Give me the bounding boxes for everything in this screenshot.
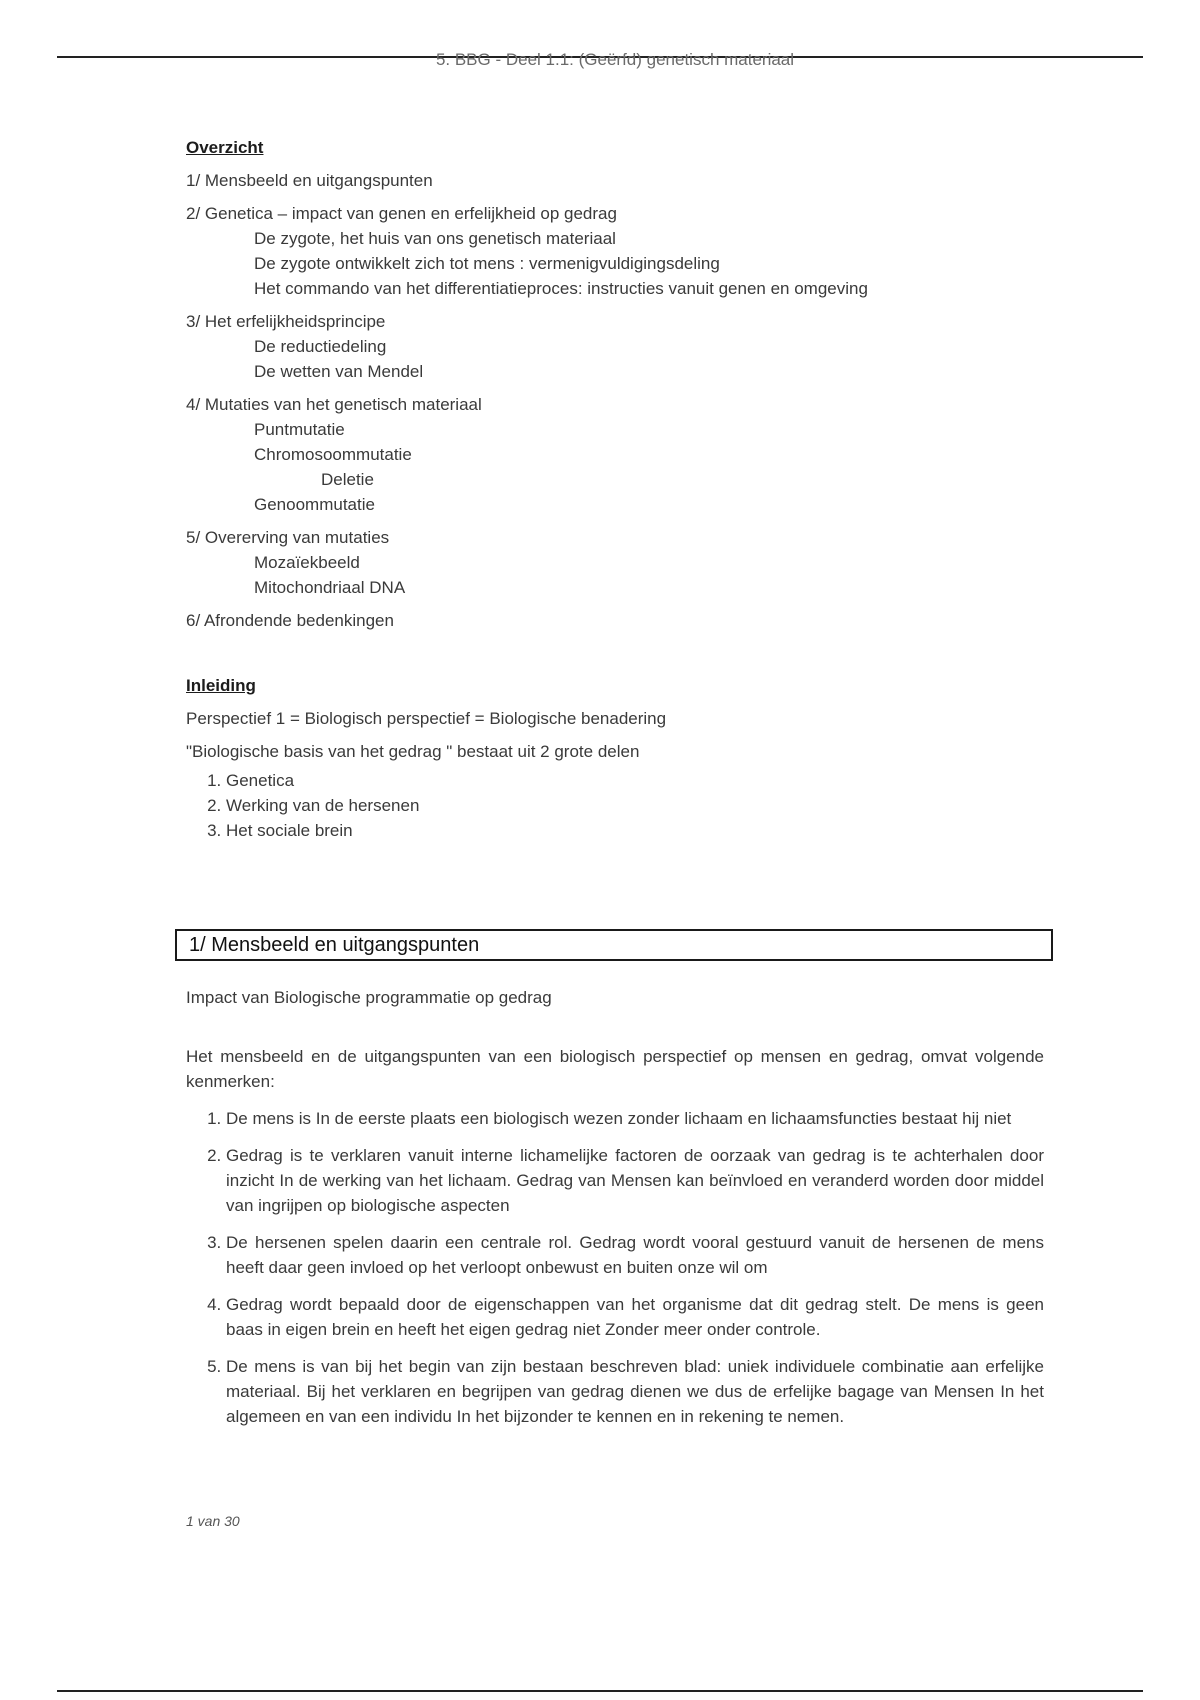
toc-item-3: 3/ Het erfelijkheidsprincipe De reductiedeling De wetten van Mendel <box>186 309 1046 384</box>
toc-and-intro <box>186 135 1046 843</box>
toc-subitem: De zygote ontwikkelt zich tot mens : vermenigvuldigingsdeling <box>254 254 720 273</box>
section-title-box: 1/ Mensbeeld en uitgangspunten <box>175 929 1053 961</box>
toc-subitem: Mitochondriaal DNA <box>254 578 406 597</box>
toc-subitem: Genoommutatie <box>254 495 375 514</box>
toc-subitem: Het commando van het differentiatieproces: instructies vanuit genen en omgeving <box>254 279 868 298</box>
toc-subitem: Mozaïekbeeld <box>254 553 360 572</box>
toc-item-5: 5/ Overerving van mutaties Mozaïekbeeld Mitochondriaal DNA <box>186 525 1046 600</box>
inleiding-heading: Inleiding <box>186 676 256 695</box>
list-item: 1. De mens is In de eerste plaats een biologisch wezen zonder lichaam en lichaamsfuncties bestaat hij niet <box>226 1106 1044 1131</box>
intro-text: Het mensbeeld en de uitgangspunten van een biologisch perspectief op mensen en gedrag, omvat volgende kenmerken: <box>186 1047 1044 1091</box>
toc-item-4: 4/ Mutaties van het genetisch materiaal Puntmutatie Chromosoommutatie Deletie Genoommutatie <box>186 392 1046 517</box>
page-header-title: 5. BBG - Deel 1.1: (Geërfd) genetisch materiaal <box>435 50 795 69</box>
basis-text: "Biologische basis van het gedrag " bestaat uit 2 grote delen <box>186 742 640 761</box>
toc-item-1: 1/ Mensbeeld en uitgangspunten <box>186 171 433 190</box>
toc-subitem: De reductiedeling <box>254 337 387 356</box>
footer-rule <box>57 1690 1143 1692</box>
overzicht-heading: Overzicht <box>186 138 264 157</box>
toc-subitem: Puntmutatie <box>254 420 345 439</box>
kenmerken-list <box>186 1106 1044 1429</box>
impact-text: Impact van Biologische programmatie op gedrag <box>186 988 552 1007</box>
toc-subitem: Chromosoommutatie <box>254 445 412 464</box>
toc-subitem: De zygote, het huis van ons genetisch materiaal <box>254 229 616 248</box>
list-item: 5. De mens is van bij het begin van zijn bestaan beschreven blad: uniek individuele combinatie aan erfelijke materiaal. Bij het verklaren en begrijpen van gedrag dienen we dus de erfelijke bagage van Mensen In het algemeen en van een individu In het bijzonder te kennen en in rekening te nemen. <box>226 1354 1044 1429</box>
list-item: 1. Genetica <box>226 768 1046 793</box>
toc-subitem: De wetten van Mendel <box>254 362 424 381</box>
list-item: 2. Gedrag is te verklaren vanuit interne lichamelijke factoren de oorzaak van gedrag is te achterhalen door inzicht In de werking van het lichaam. Gedrag van Mensen kan beïnvloed en veranderd worden door middel van ingrijpen op biologische aspecten <box>226 1143 1044 1218</box>
toc-subsubitem: Deletie <box>321 470 374 489</box>
list-item: 3. Het sociale brein <box>226 818 1046 843</box>
delen-list <box>186 768 1046 843</box>
page-number: 1 van 30 <box>186 1513 240 1529</box>
perspectief-text: Perspectief 1 = Biologisch perspectief = Biologische benadering <box>186 709 667 728</box>
list-item: 2. Werking van de hersenen <box>226 793 1046 818</box>
toc-item-6: 6/ Afrondende bedenkingen <box>186 611 394 630</box>
section1-body <box>186 985 1044 1441</box>
list-item: 4. Gedrag wordt bepaald door de eigenschappen van het organisme dat dit gedrag stelt. De mens is geen baas in eigen brein en heeft het eigen gedrag niet Zonder meer onder controle. <box>226 1292 1044 1342</box>
list-item: 3. De hersenen spelen daarin een centrale rol. Gedrag wordt vooral gestuurd vanuit de hersenen de mens heeft daar geen invloed op het verloopt onbewust en buiten onze wil om <box>226 1230 1044 1280</box>
toc-item-2: 2/ Genetica – impact van genen en erfelijkheid op gedrag De zygote, het huis van ons genetisch materiaal De zygote ontwikkelt zich tot mens : vermenigvuldigingsdeling Het commando van het differentiatieproces: instructies vanuit genen en omgeving <box>186 201 1046 301</box>
